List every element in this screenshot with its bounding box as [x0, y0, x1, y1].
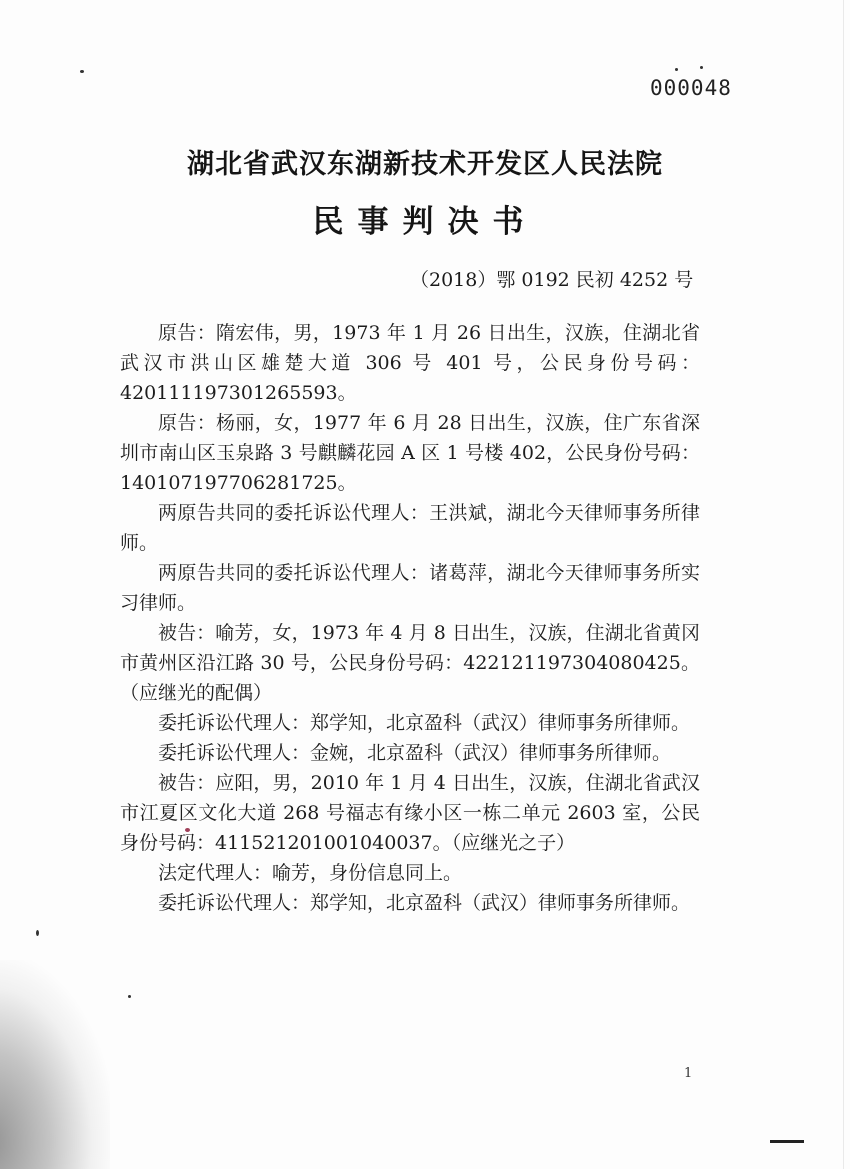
scan-speck — [80, 70, 84, 73]
party-paragraph: 法定代理人：喻芳，身份信息同上。 — [158, 862, 463, 884]
scan-speck — [700, 66, 703, 69]
case-number: （2018）鄂 0192 民初 4252 号 — [410, 269, 694, 291]
party-paragraph: 被告：应阳，男，2010 年 1 月 4 日出生，汉族，住湖北省武汉市江夏区文化大道 268 号福志有缘小区一栋二单元 2603 室，公民身份号码：411521201001040037。（应继光之子） — [120, 772, 700, 854]
party-paragraph: 被告：喻芳，女，1973 年 4 月 8 日出生，汉族，住湖北省黄冈市黄州区沿江路 30 号，公民身份号码：422121197304080425。（应继光的配偶） — [120, 622, 700, 704]
judgment-body — [120, 318, 700, 918]
scan-speck — [128, 995, 131, 998]
page-number: 1 — [684, 1066, 693, 1081]
party-paragraph: 原告：杨丽，女，1977 年 6 月 28 日出生，汉族，住广东省深圳市南山区玉泉路 3 号麒麟花园 A 区 1 号楼 402，公民身份号码：140107197706281725。 — [120, 412, 700, 494]
document-stamp-number: 000048 — [650, 76, 732, 100]
scan-mark — [770, 1140, 804, 1143]
scan-speck — [36, 930, 39, 936]
scan-shadow — [0, 960, 110, 1169]
party-paragraph: 委托诉讼代理人：郑学知，北京盈科（武汉）律师事务所律师。 — [158, 712, 691, 734]
party-paragraph: 委托诉讼代理人：金婉，北京盈科（武汉）律师事务所律师。 — [158, 742, 672, 764]
party-paragraph: 两原告共同的委托诉讼代理人：诸葛萍，湖北今天律师事务所实习律师。 — [120, 562, 700, 614]
party-paragraph: 两原告共同的委托诉讼代理人：王洪斌，湖北今天律师事务所律师。 — [120, 502, 700, 554]
party-paragraph: 委托诉讼代理人：郑学知，北京盈科（武汉）律师事务所律师。 — [158, 892, 691, 914]
party-paragraph: 原告：隋宏伟，男，1973 年 1 月 26 日出生，汉族，住湖北省武汉市洪山区雄楚大道 306 号 401 号，公民身份号码：420111197301265593。 — [120, 322, 700, 404]
scan-speck — [675, 68, 678, 71]
document-title: 民事判决书 — [312, 204, 538, 240]
court-name: 湖北省武汉东湖新技术开发区人民法院 — [187, 149, 663, 180]
